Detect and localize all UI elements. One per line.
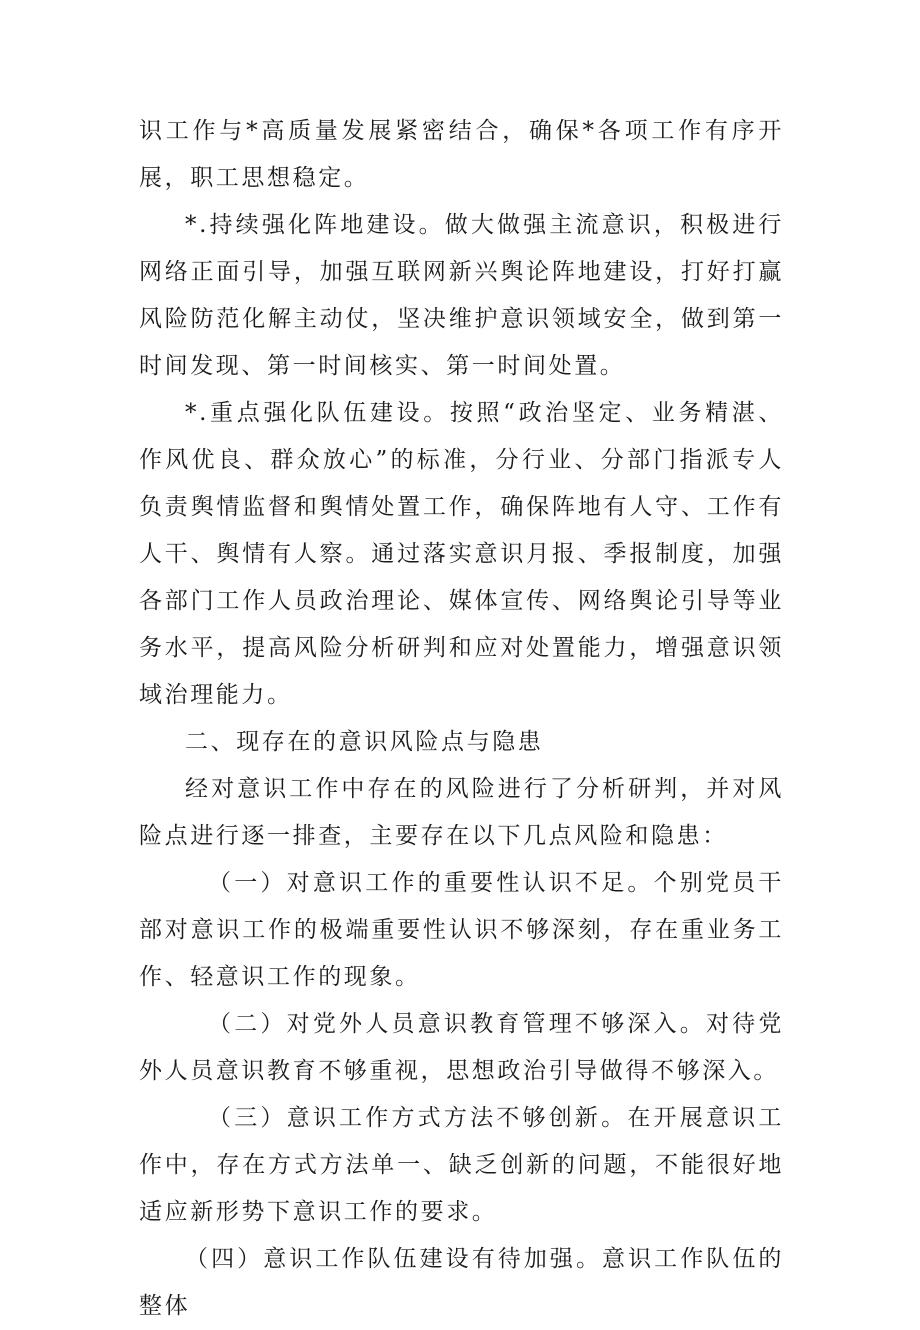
paragraph-risk-2: （二）对党外人员意识教育管理不够深入。对待党外人员意识教育不够重视，思想政治引导做得不够深入。 xyxy=(139,1011,784,1084)
paragraph-position-building: *.持续强化阵地建设。做大做强主流意识，积极进行网络正面引导，加强互联网新兴舆论阵地建设，打好打赢风险防范化解主动仗，坚决维护意识领域安全，做到第一时间发现、第一时间核实、第一时间处置。 xyxy=(139,212,784,379)
paragraph-risk-1: （一）对意识工作的重要性认识不足。个别党员干部对意识工作的极端重要性认识不够深刻，存在重业务工作、轻意识工作的现象。 xyxy=(139,870,784,990)
paragraph-team-building: *.重点强化队伍建设。按照“政治坚定、业务精湛、作风优良、群众放心”的标准，分行业、分部门指派专人负责舆情监督和舆情处置工作，确保阵地有人守、工作有人干、舆情有人察。通过落实意识月报、季报制度，加强各部门工作人员政治理论、媒体宣传、网络舆论引导等业务水平，提高风险分析研判和应对处置能力，增强意识领域治理能力。 xyxy=(139,400,784,708)
paragraph-continuation: 识工作与*高质量发展紧密结合，确保*各项工作有序开展，职工思想稳定。 xyxy=(139,118,784,191)
section-heading-risks: 二、现存在的意识风险点与隐患 xyxy=(185,729,544,755)
paragraph-risk-intro: 经对意识工作中存在的风险进行了分析研判，并对风险点进行逐一排查，主要存在以下几点风险和隐患： xyxy=(139,776,784,849)
paragraph-risk-3: （三）意识工作方式方法不够创新。在开展意识工作中，存在方式方法单一、缺乏创新的问题，不能很好地适应新形势下意识工作的要求。 xyxy=(139,1105,784,1225)
paragraph-risk-4: （四）意识工作队伍建设有待加强。意识工作队伍的整体 xyxy=(139,1246,784,1319)
document-body xyxy=(139,108,784,1330)
